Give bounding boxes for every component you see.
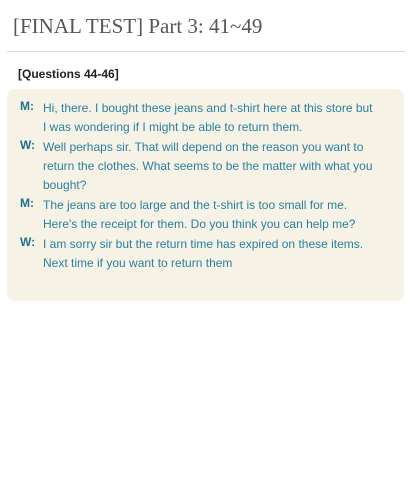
speaker-label: W: [20,235,36,249]
title-divider [7,51,405,52]
utterance-text [43,99,399,137]
utterance-text [43,138,399,196]
utterance-line: Well perhaps sir. That will depend on the reason you want to [43,140,364,154]
utterance-line: Next time if you want to return them [43,256,233,271]
utterance-text [43,235,399,273]
utterance-line: Here's the receipt for them. Do you think you can help me? [43,217,356,232]
utterance-line: The jeans are too large and the t-shirt is too small for me. [43,198,348,212]
utterance-line: bought? [43,178,87,193]
section-heading: [Questions 44-46] [18,67,119,81]
speaker-label: M: [20,99,34,113]
dialogue-turn-2 [7,138,404,193]
speaker-label: M: [20,196,34,210]
utterance-line: return the clothes. What seems to be the matter with what you [43,159,373,174]
dialogue-turn-1 [7,99,404,135]
dialogue-box [7,89,404,301]
utterance-line: I am sorry sir but the return time has expired on these items. [43,237,364,251]
page-title: [FINAL TEST] Part 3: 41~49 [13,14,263,38]
utterance-line: Hi, there. I bought these jeans and t-shirt here at this store but [43,101,373,115]
utterance-line: I was wondering if I might be able to return them. [43,120,303,135]
dialogue-turn-4 [7,235,404,271]
dialogue-turn-3 [7,196,404,232]
speaker-label: W: [20,138,36,152]
utterance-text [43,196,399,234]
